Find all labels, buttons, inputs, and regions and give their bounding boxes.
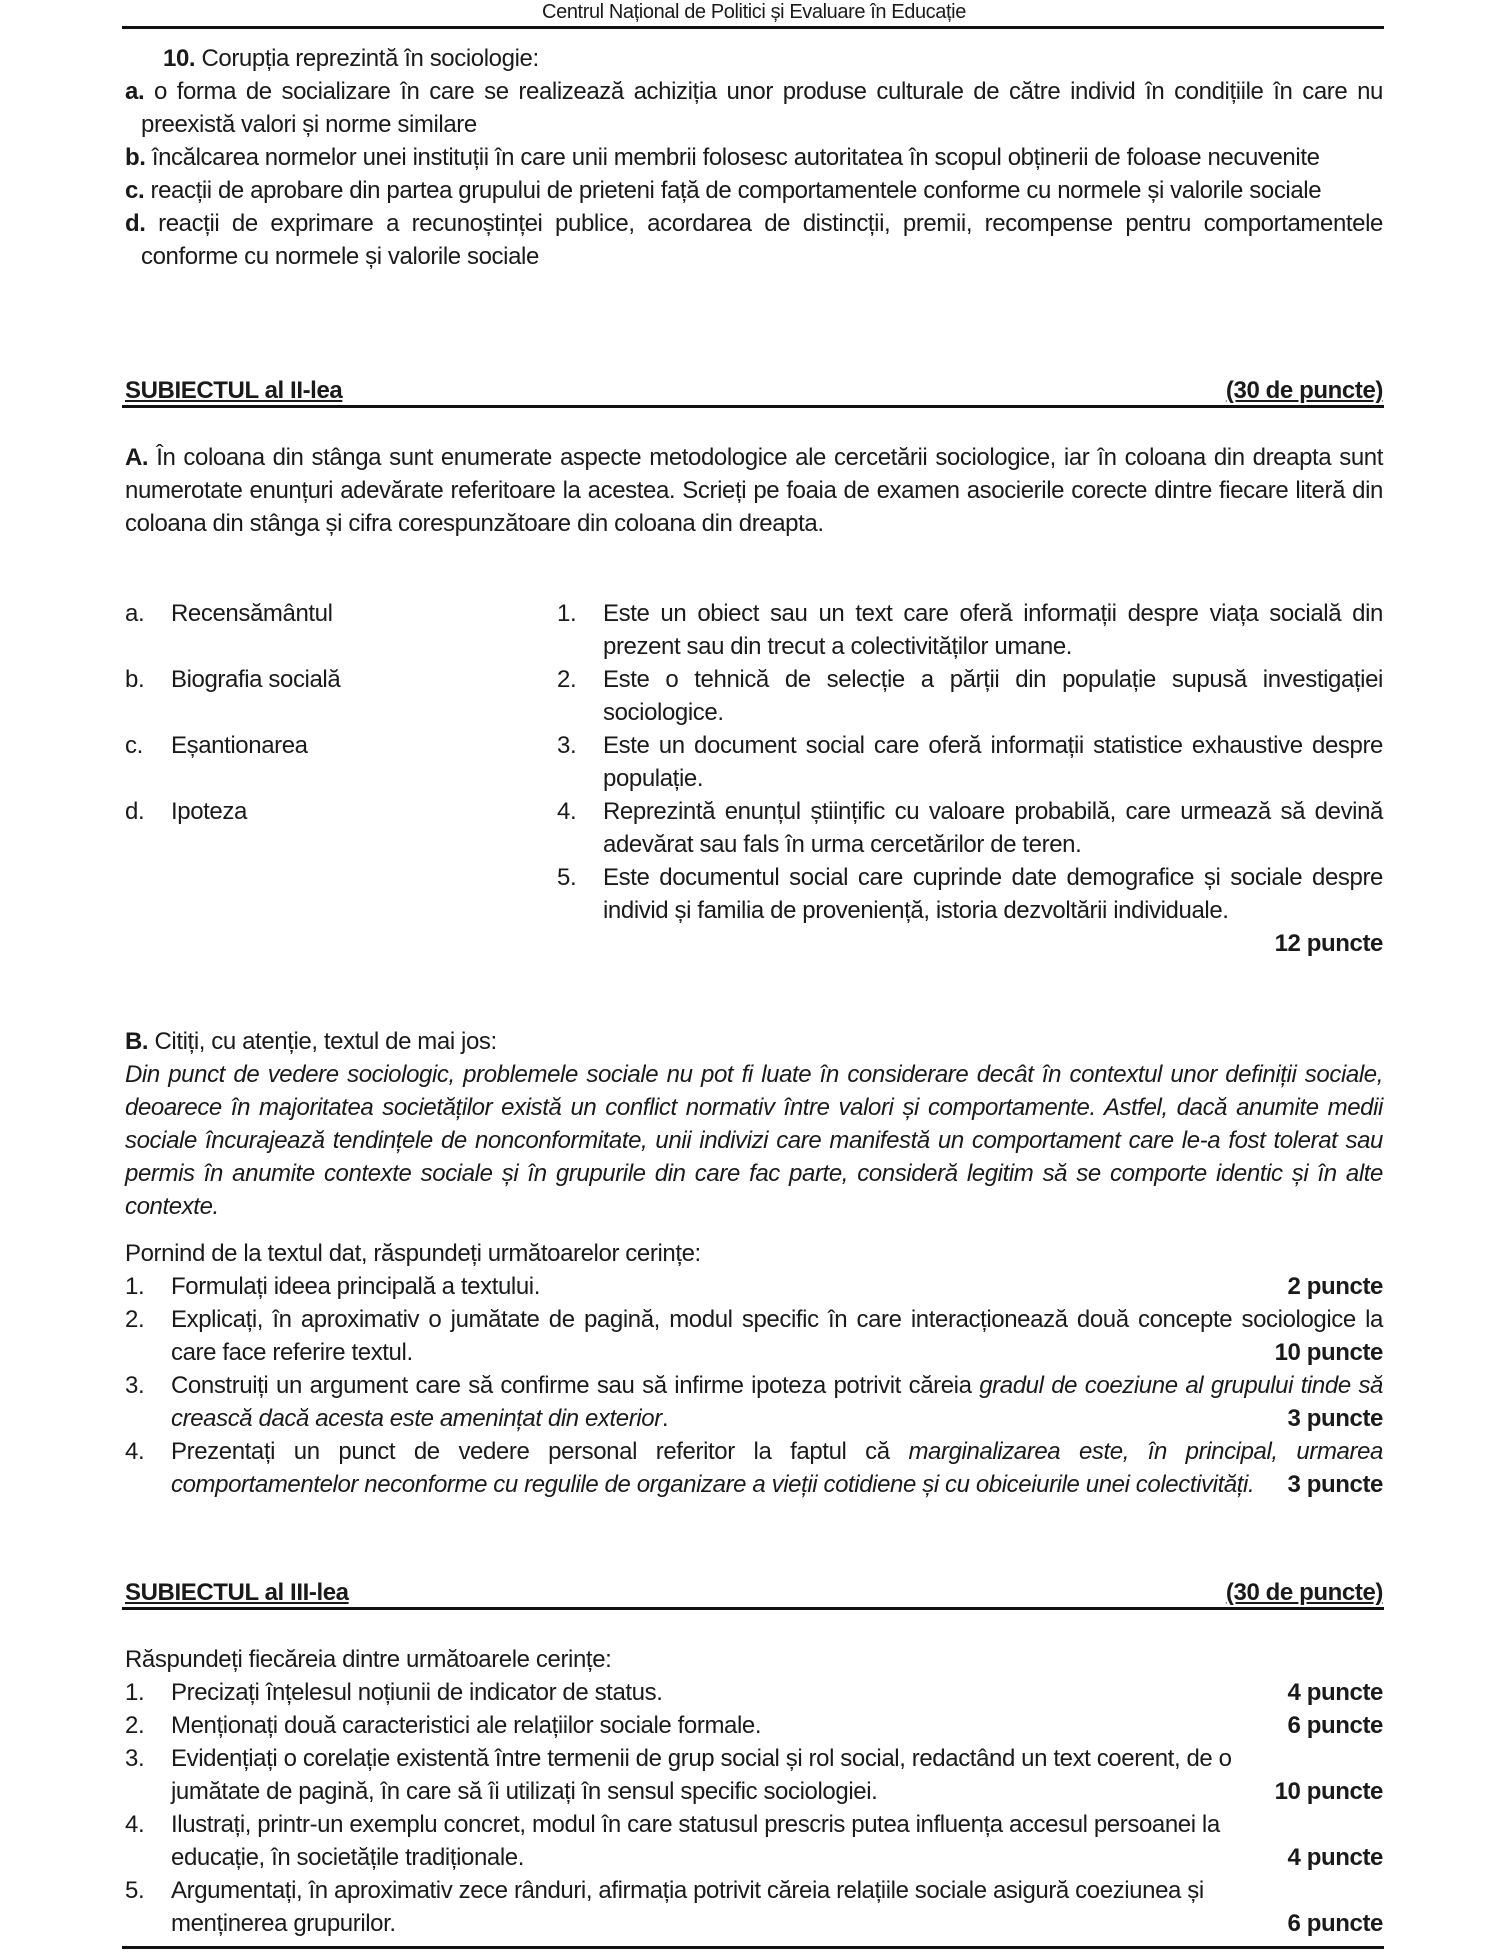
question-stem xyxy=(125,42,1383,75)
statement-number: 2. xyxy=(557,666,577,693)
statement: Este un obiect sau un text care oferă informații despre viața socială din prezent sau din trecut a colectivităților umane. xyxy=(603,600,1383,660)
item-number: 5. xyxy=(125,1877,145,1904)
statement: Este o tehnică de selecție a părții din populație supusă investigației sociologice. xyxy=(603,666,1383,726)
requirement-item xyxy=(125,1435,1383,1501)
option-letter: d. xyxy=(125,210,146,237)
part-a-points: 12 puncte xyxy=(1274,930,1383,957)
item-text: Argumentați, în aproximativ zece rânduri, afirmația potrivit căreia relațiile sociale asigură coeziunea și menținerea grupurilor. xyxy=(171,1877,1204,1937)
statement: Este documentul social care cuprinde date demografice și sociale despre individ și familia de proveniență, istoria dezvoltării individuale. xyxy=(603,864,1383,924)
item-points: 4 puncte xyxy=(1280,1676,1383,1709)
requirement-item xyxy=(125,1369,1383,1435)
question-number: 10. xyxy=(163,45,196,72)
part-b xyxy=(125,1025,1383,1501)
instructions-text: Citiți, cu atenție, textul de mai jos: xyxy=(154,1028,497,1055)
header-rule xyxy=(122,26,1384,29)
statement: Reprezintă enunțul științific cu valoare probabilă, care urmează să devină adevărat sau fals în urma cercetărilor de teren. xyxy=(603,798,1383,858)
option-b xyxy=(125,141,1383,174)
instructions-text: În coloana din stânga sunt enumerate aspecte metodologice ale cercetării sociologice, iar în coloana din dreapta sunt numerotate enunțuri adevărate referitoare la acestea. Scrieți pe foaia de examen asocierile corecte dintre fiecare literă din coloana din stânga și cifra corespunzătoare din coloana din dreapta. xyxy=(125,444,1383,537)
item-number: 4. xyxy=(125,1438,145,1465)
question-10 xyxy=(125,42,1383,273)
item-text-italic: gradul de coeziune al grupului tinde să crească dacă acesta este amenințat din exterior xyxy=(171,1372,1383,1432)
item-text: Precizați înțelesul noțiunii de indicator de status. xyxy=(171,1679,663,1706)
term: Biografia socială xyxy=(171,666,341,693)
section-points: (30 de puncte) xyxy=(1225,1579,1383,1606)
option-c xyxy=(125,174,1383,207)
term: Eșantionarea xyxy=(171,732,308,759)
item-points: 3 puncte xyxy=(1280,1402,1383,1435)
term-letter: d. xyxy=(125,798,145,825)
section-2-rule xyxy=(122,405,1384,408)
footer-rule xyxy=(122,1946,1384,1949)
item-points: 10 puncte xyxy=(1267,1775,1383,1808)
page-header: Centrul Național de Politici și Evaluare în Educație xyxy=(542,1,966,23)
option-d xyxy=(125,207,1383,273)
requirement-item xyxy=(125,1270,1383,1303)
item-text-plain: Prezentați un punct de vedere personal referitor la faptul că xyxy=(171,1438,909,1465)
requirements-lead: Pornind de la textul dat, răspundeți următoarelor cerințe: xyxy=(125,1240,701,1267)
option-text: reacții de aprobare din partea grupului de prieteni față de comportamentele conforme cu normele și valorile sociale xyxy=(150,177,1322,204)
item-text-plain: Explicați, în aproximativ o jumătate de pagină, modul specific în care interacționează două concepte sociologice la care face referire textul. xyxy=(171,1306,1383,1366)
option-letter: c. xyxy=(125,177,145,204)
item-number: 4. xyxy=(125,1811,145,1838)
requirement-item xyxy=(125,1742,1383,1808)
part-letter: A. xyxy=(125,444,149,471)
item-number: 1. xyxy=(125,1273,145,1300)
requirement-item xyxy=(125,1676,1383,1709)
item-points: 2 puncte xyxy=(1280,1270,1383,1303)
option-text: reacții de exprimare a recunoștinței publice, acordarea de distincții, premii, recompense pentru comportamentele conforme cu normele și valorile sociale xyxy=(141,210,1383,270)
section-3-rule xyxy=(122,1607,1384,1610)
requirement-item xyxy=(125,1874,1383,1940)
item-number: 2. xyxy=(125,1306,145,1333)
option-letter: b. xyxy=(125,144,146,171)
item-points: 4 puncte xyxy=(1280,1841,1383,1874)
item-points: 6 puncte xyxy=(1280,1907,1383,1940)
option-text: o forma de socializare în care se realizează achiziția unor produse culturale de către individ în condițiile în care nu preexistă valori și norme similare xyxy=(141,78,1383,138)
section-3-items xyxy=(125,1643,1383,1940)
item-number: 3. xyxy=(125,1745,145,1772)
term-letter: a. xyxy=(125,600,145,627)
requirement-item xyxy=(125,1709,1383,1742)
item-number: 3. xyxy=(125,1372,145,1399)
part-b-instructions xyxy=(125,1025,1383,1058)
section-2-heading xyxy=(125,374,1383,407)
section-points: (30 de puncte) xyxy=(1225,377,1383,404)
section-title: SUBIECTUL al II-lea xyxy=(125,377,343,404)
item-text-plain: . xyxy=(661,1405,669,1432)
option-letter: a. xyxy=(125,78,145,105)
item-text-plain: Construiți un argument care să confirme sau să infirme ipoteza potrivit căreia xyxy=(171,1372,980,1399)
item-text xyxy=(171,1303,1383,1369)
option-text: încălcarea normelor unei instituții în care unii membrii folosesc autoritatea în scopul obținerii de foloase necuvenite xyxy=(151,144,1320,171)
item-text-plain: Formulați ideea principală a textului. xyxy=(171,1273,540,1300)
item-points: 6 puncte xyxy=(1280,1709,1383,1742)
term-letter: b. xyxy=(125,666,145,693)
item-text: Menționați două caracteristici ale relațiilor sociale formale. xyxy=(171,1712,762,1739)
item-text xyxy=(171,1270,1383,1303)
requirements-lead: Răspundeți fiecăreia dintre următoarele cerințe: xyxy=(125,1646,612,1673)
item-text xyxy=(171,1369,1383,1435)
matching-table xyxy=(125,597,1383,960)
stem-text: Corupția reprezintă în sociologie: xyxy=(201,45,539,72)
matching-row xyxy=(125,597,1383,663)
item-number: 1. xyxy=(125,1679,145,1706)
item-number: 2. xyxy=(125,1712,145,1739)
term-letter: c. xyxy=(125,732,143,759)
term: Ipoteza xyxy=(171,798,247,825)
statement-number: 1. xyxy=(557,600,577,627)
requirement-item xyxy=(125,1303,1383,1369)
item-points: 10 puncte xyxy=(1267,1336,1383,1369)
matching-row xyxy=(125,795,1383,861)
matching-row xyxy=(125,729,1383,795)
statement-number: 5. xyxy=(557,864,577,891)
item-text: Evidențiați o corelație existentă între termenii de grup social și rol social, redactând un text coerent, de o jumătate de pagină, în care să îi utilizați în sensul specific sociologiei. xyxy=(171,1745,1232,1805)
matching-row xyxy=(125,861,1383,927)
term: Recensământul xyxy=(171,600,333,627)
section-3-heading xyxy=(125,1576,1383,1609)
part-letter: B. xyxy=(125,1028,149,1055)
item-text: Ilustrați, printr-un exemplu concret, modul în care statusul prescris putea influența accesul persoanei la educație, în societățile tradiționale. xyxy=(171,1811,1220,1871)
item-text xyxy=(171,1435,1383,1501)
matching-row xyxy=(125,663,1383,729)
option-a xyxy=(125,75,1383,141)
statement: Este un document social care oferă informații statistice exhaustive despre populație. xyxy=(603,732,1383,792)
source-passage: Din punct de vedere sociologic, problemele sociale nu pot fi luate în considerare decât în contextul unor definiții sociale, deoarece în majoritatea societăților există un conflict normativ între valori și comportamente. Astfel, dacă anumite medii sociale încurajează tendințele de nonconformitate, unii indivizi care manifestă un comportament care le-a fost tolerat sau permis în anumite contexte sociale și în grupurile din care fac parte, consideră legitim să se comporte identic și în alte contexte. xyxy=(125,1061,1383,1220)
item-points: 3 puncte xyxy=(1280,1468,1383,1501)
item-text-italic: marginalizarea este, în principal, urmarea comportamentelor neconforme cu regulile de organizare a vieții cotidiene și cu obiceiurile unei colectivități. xyxy=(171,1438,1383,1498)
part-a-instructions xyxy=(125,441,1383,540)
requirement-item xyxy=(125,1808,1383,1874)
statement-number: 3. xyxy=(557,732,577,759)
statement-number: 4. xyxy=(557,798,577,825)
section-title: SUBIECTUL al III-lea xyxy=(125,1579,349,1606)
